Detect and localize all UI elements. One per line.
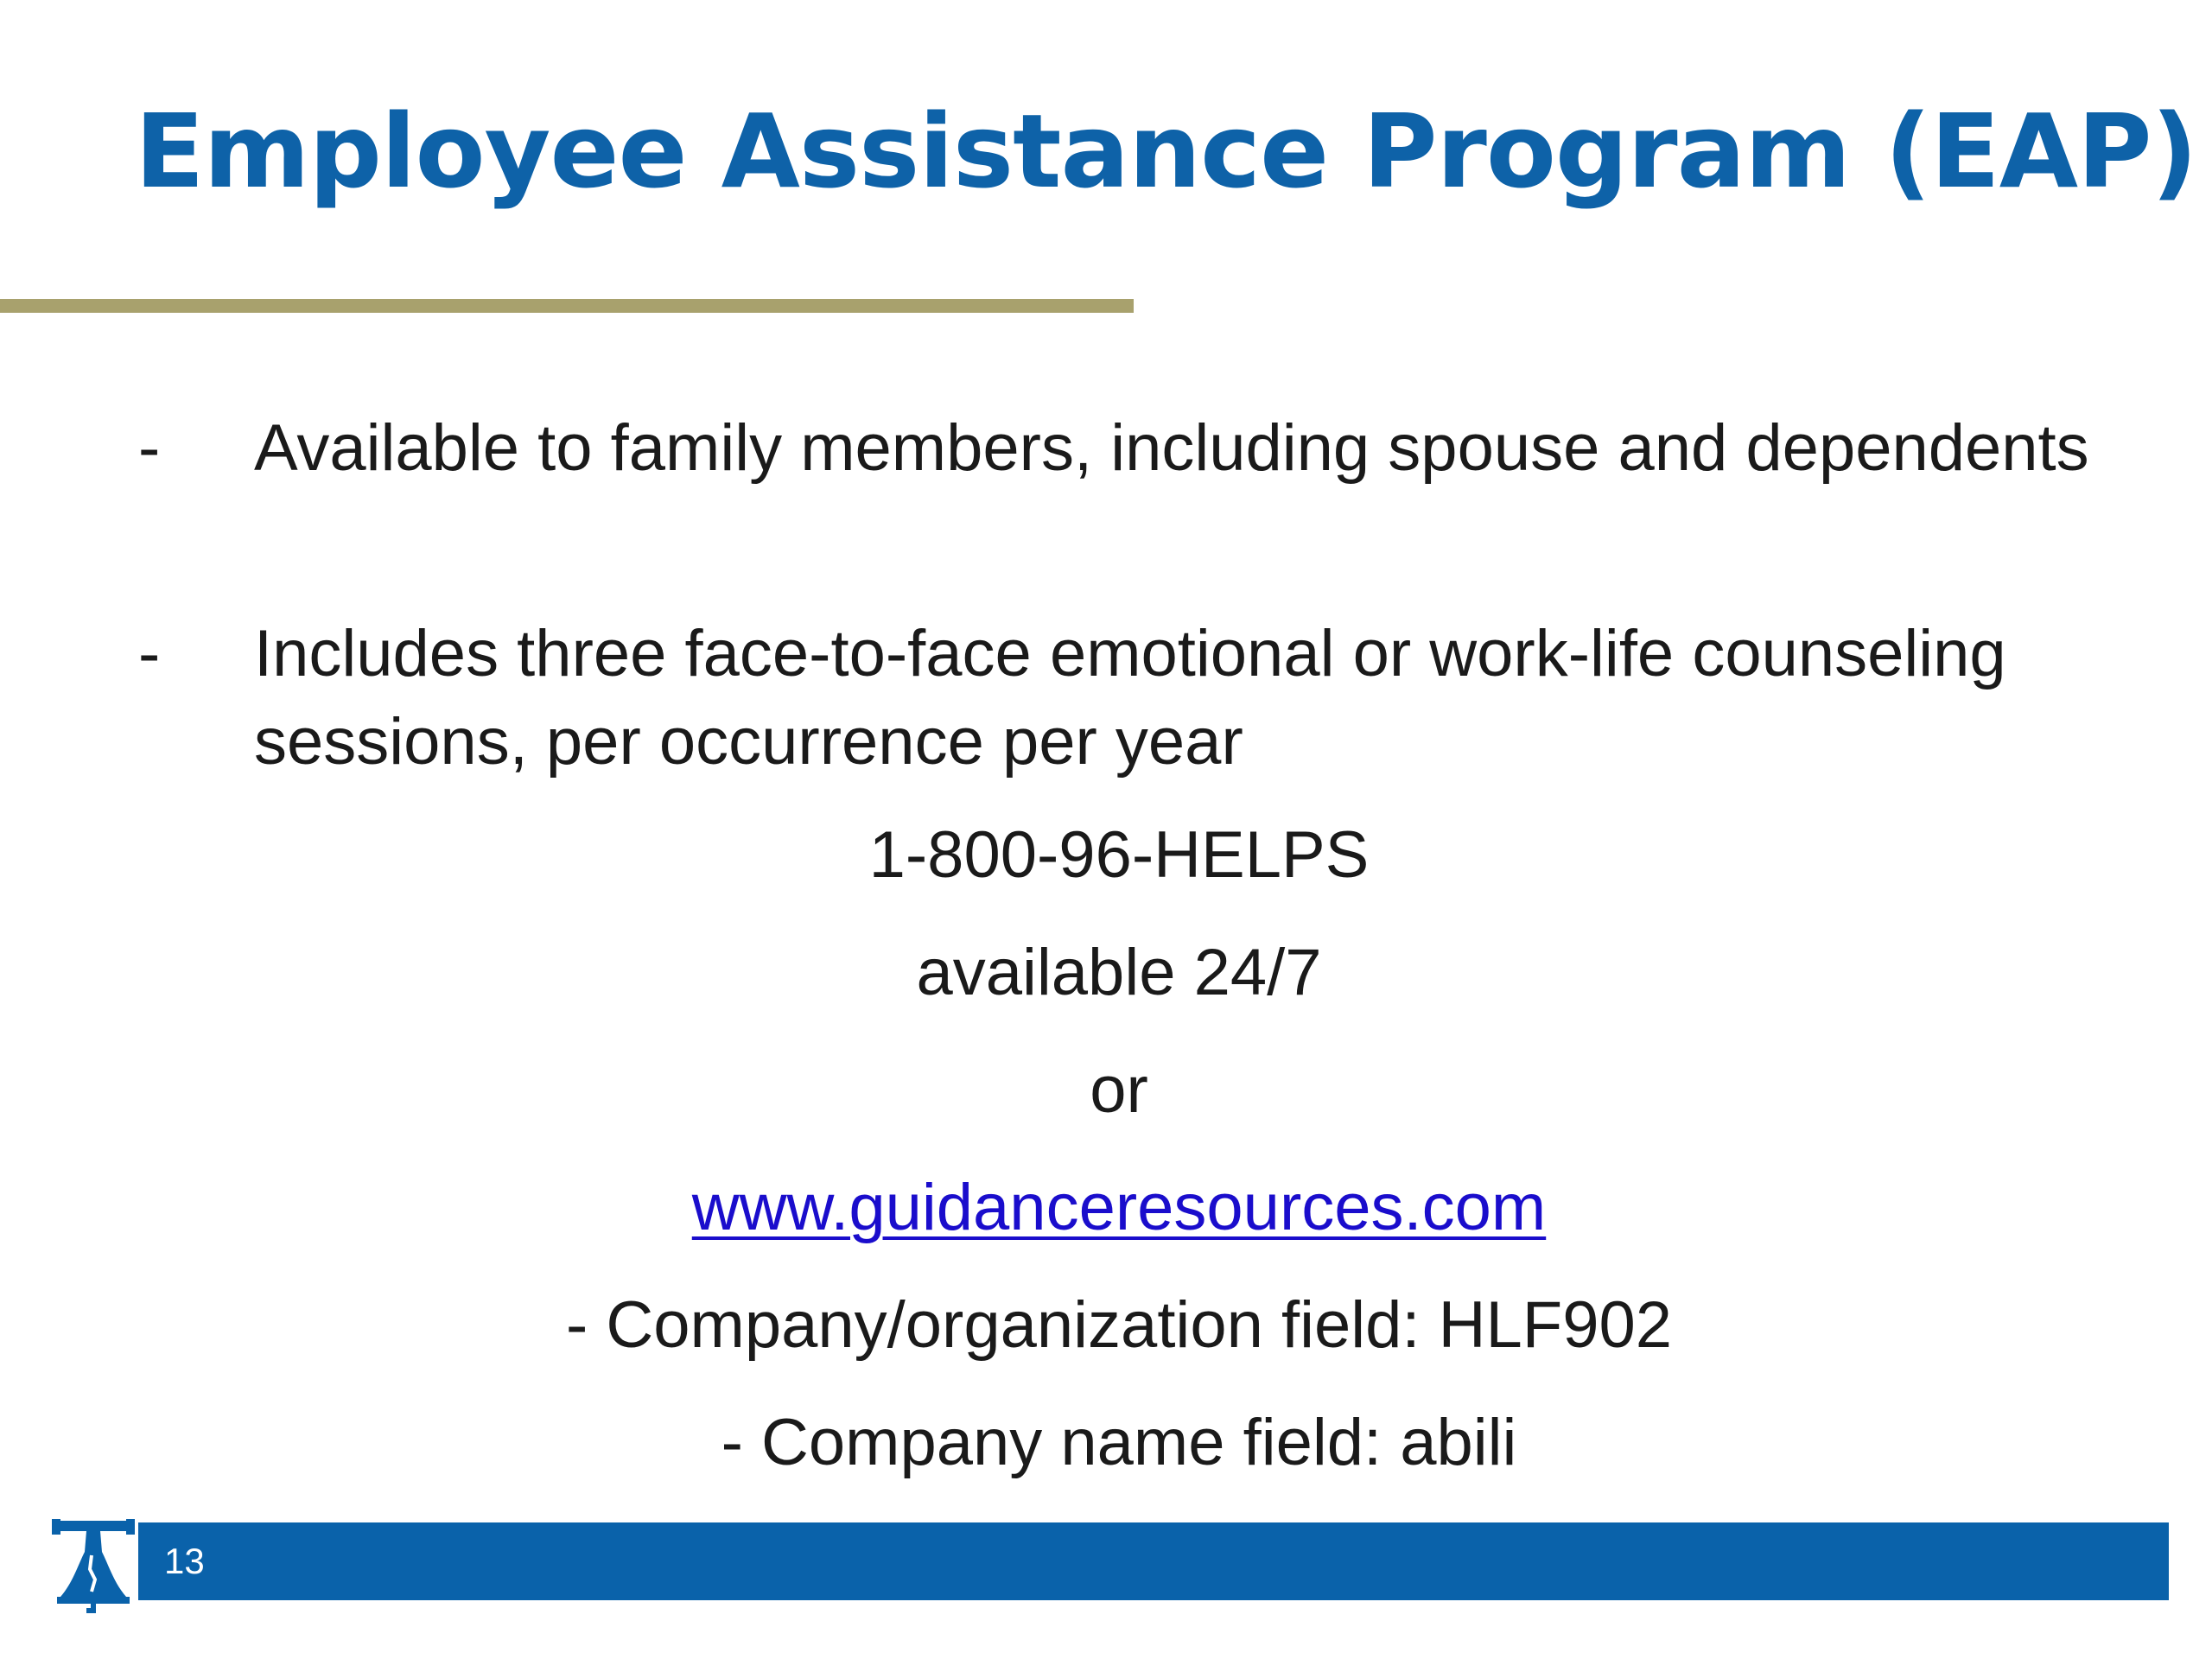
phone-number: 1-800-96-HELPS: [868, 818, 1370, 892]
or-text: or: [1090, 1053, 1148, 1127]
bullet-marker: -: [138, 617, 161, 690]
bullet-item: [138, 404, 2126, 586]
website-link[interactable]: www.guidanceresources.com: [691, 1171, 1547, 1244]
company-organization-field: - Company/organization field: HLF902: [565, 1288, 1672, 1362]
bell-tower-logo-icon: [52, 1517, 135, 1614]
bullet-text: Available to family members, including spouse and dependents: [254, 411, 2089, 485]
bullet-text: Includes three face-to-face emotional or work-life counseling sessions, per occurrence per year: [254, 617, 2006, 779]
footer-bar: [138, 1522, 2169, 1600]
bullet-marker: -: [138, 411, 161, 485]
company-name-field: - Company name field: abili: [721, 1406, 1517, 1479]
website-line: [0, 1165, 2212, 1251]
slide-title: Employee Assistance Program (EAP): [135, 92, 2197, 211]
bullet-item: [138, 610, 2126, 791]
page-number: 13: [164, 1541, 205, 1581]
availability-text: available 24/7: [916, 936, 1322, 1009]
title-divider: [0, 299, 1134, 313]
